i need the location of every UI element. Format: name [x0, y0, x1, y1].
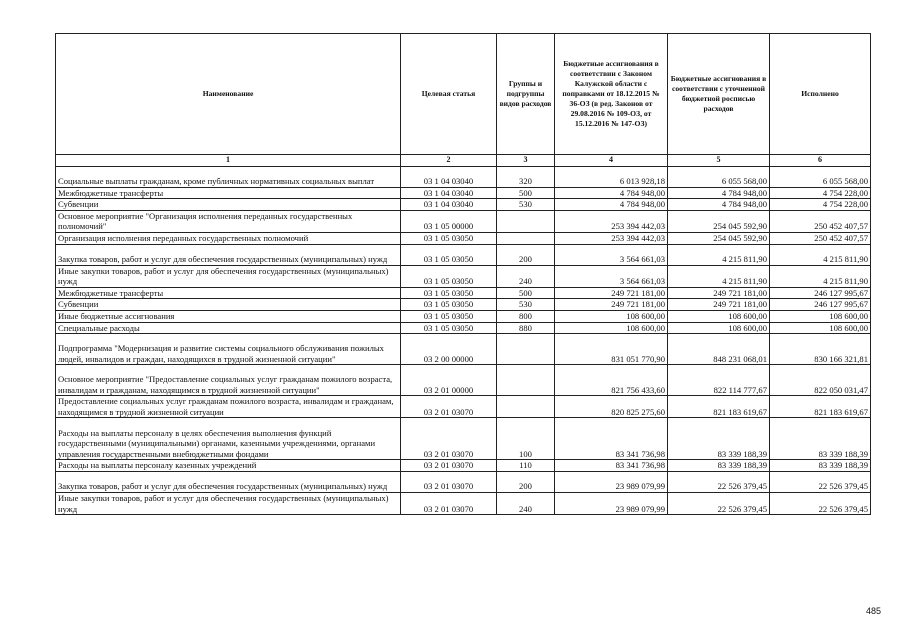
table-row	[56, 187, 871, 199]
cell-law: 83 341 736,98	[555, 418, 668, 460]
column-number: 6	[770, 155, 871, 167]
cell-schedule: 83 339 188,39	[668, 460, 770, 472]
cell-group: 240	[497, 492, 555, 514]
cell-schedule: 822 114 777,67	[668, 365, 770, 396]
cell-law: 108 600,00	[555, 310, 668, 322]
cell-code: 03 1 05 00000	[401, 210, 497, 232]
cell-name: Расходы на выплаты персоналу казенных учреждений	[56, 460, 401, 472]
cell-name: Основное мероприятие "Организация исполнения переданных государственных полномочий"	[56, 210, 401, 232]
table-row	[56, 365, 871, 396]
table-row	[56, 210, 871, 232]
cell-group: 500	[497, 287, 555, 299]
cell-group: 800	[497, 310, 555, 322]
cell-law: 821 756 433,60	[555, 365, 668, 396]
cell-group: 530	[497, 299, 555, 311]
table-row	[56, 418, 871, 460]
cell-law: 3 564 661,03	[555, 265, 668, 287]
cell-code: 03 1 04 03040	[401, 199, 497, 211]
cell-group: 880	[497, 322, 555, 334]
cell-schedule: 254 045 592,90	[668, 232, 770, 244]
cell-group: 100	[497, 418, 555, 460]
cell-code: 03 2 01 03070	[401, 418, 497, 460]
page-number: 485	[865, 606, 881, 616]
cell-schedule: 821 183 619,67	[668, 396, 770, 418]
cell-group: 240	[497, 265, 555, 287]
cell-code: 03 1 04 03040	[401, 166, 497, 187]
cell-law: 3 564 661,03	[555, 244, 668, 265]
header-law: Бюджетные ассигнования в соответствии с Законом Калужской области с поправками от 18.12.2015 № 36-ОЗ (в ред. Законов от 29.08.2016 № 109-ОЗ, от 15.12.2016 № 147-ОЗ)	[555, 34, 668, 155]
cell-executed: 246 127 995,67	[770, 287, 871, 299]
cell-schedule: 848 231 068,01	[668, 334, 770, 365]
table-row	[56, 166, 871, 187]
table-row	[56, 471, 871, 492]
cell-executed: 83 339 188,39	[770, 418, 871, 460]
cell-name: Иные закупки товаров, работ и услуг для обеспечения государственных (муниципальных) нужд	[56, 492, 401, 514]
cell-code: 03 2 01 03070	[401, 492, 497, 514]
header-target: Целевая статья	[401, 34, 497, 155]
header-name: Наименование	[56, 34, 401, 155]
table-row	[56, 299, 871, 311]
cell-schedule: 249 721 181,00	[668, 299, 770, 311]
cell-name: Субвенции	[56, 299, 401, 311]
budget-table	[55, 33, 871, 515]
cell-group	[497, 210, 555, 232]
table-row	[56, 265, 871, 287]
table-row	[56, 199, 871, 211]
cell-executed: 4 754 228,00	[770, 199, 871, 211]
cell-law: 249 721 181,00	[555, 287, 668, 299]
column-number: 3	[497, 155, 555, 167]
cell-schedule: 6 055 568,00	[668, 166, 770, 187]
cell-name: Закупка товаров, работ и услуг для обеспечения государственных (муниципальных) нужд	[56, 471, 401, 492]
cell-name: Основное мероприятие "Предоставление социальных услуг гражданам пожилого возраста, инвалидам и гражданам, находящимся в трудной жизненной ситуации"	[56, 365, 401, 396]
cell-group: 500	[497, 187, 555, 199]
cell-name: Специальные расходы	[56, 322, 401, 334]
cell-group: 320	[497, 166, 555, 187]
cell-schedule: 4 215 811,90	[668, 265, 770, 287]
cell-law: 108 600,00	[555, 322, 668, 334]
cell-law: 249 721 181,00	[555, 299, 668, 311]
cell-law: 253 394 442,03	[555, 232, 668, 244]
cell-schedule: 4 215 811,90	[668, 244, 770, 265]
table-row	[56, 460, 871, 472]
cell-schedule: 4 784 948,00	[668, 187, 770, 199]
cell-executed: 250 452 407,57	[770, 210, 871, 232]
cell-executed: 4 754 228,00	[770, 187, 871, 199]
cell-code: 03 1 04 03040	[401, 187, 497, 199]
cell-executed: 4 215 811,90	[770, 265, 871, 287]
cell-name: Субвенции	[56, 199, 401, 211]
header-row	[56, 34, 871, 155]
cell-law: 253 394 442,03	[555, 210, 668, 232]
cell-law: 6 013 928,18	[555, 166, 668, 187]
cell-executed: 108 600,00	[770, 310, 871, 322]
cell-law: 4 784 948,00	[555, 199, 668, 211]
column-number-row	[56, 155, 871, 167]
cell-group: 530	[497, 199, 555, 211]
cell-group	[497, 365, 555, 396]
table-row	[56, 287, 871, 299]
cell-schedule: 108 600,00	[668, 310, 770, 322]
table-row	[56, 334, 871, 365]
cell-name: Иные бюджетные ассигнования	[56, 310, 401, 322]
cell-code: 03 2 00 00000	[401, 334, 497, 365]
cell-name: Социальные выплаты гражданам, кроме публичных нормативных социальных выплат	[56, 166, 401, 187]
cell-group	[497, 232, 555, 244]
cell-code: 03 1 05 03050	[401, 244, 497, 265]
table-row	[56, 492, 871, 514]
cell-group: 110	[497, 460, 555, 472]
cell-name: Межбюджетные трансферты	[56, 187, 401, 199]
table-row	[56, 232, 871, 244]
column-number: 5	[668, 155, 770, 167]
cell-name: Закупка товаров, работ и услуг для обеспечения государственных (муниципальных) нужд	[56, 244, 401, 265]
cell-executed: 4 215 811,90	[770, 244, 871, 265]
cell-name: Подпрограмма "Модернизация и развитие системы социального обслуживания пожилых людей, инвалидов и граждан, находящихся в трудной жизненной ситуации"	[56, 334, 401, 365]
cell-law: 831 051 770,90	[555, 334, 668, 365]
cell-schedule: 22 526 379,45	[668, 492, 770, 514]
cell-executed: 822 050 031,47	[770, 365, 871, 396]
column-number: 1	[56, 155, 401, 167]
cell-executed: 830 166 321,81	[770, 334, 871, 365]
cell-schedule: 4 784 948,00	[668, 199, 770, 211]
cell-schedule: 254 045 592,90	[668, 210, 770, 232]
cell-executed: 821 183 619,67	[770, 396, 871, 418]
cell-executed: 22 526 379,45	[770, 492, 871, 514]
cell-executed: 246 127 995,67	[770, 299, 871, 311]
cell-group	[497, 334, 555, 365]
cell-code: 03 1 05 03050	[401, 299, 497, 311]
cell-law: 820 825 275,60	[555, 396, 668, 418]
header-groups: Группы и подгруппы видов расходов	[497, 34, 555, 155]
cell-code: 03 2 01 03070	[401, 471, 497, 492]
table-row	[56, 244, 871, 265]
cell-law: 83 341 736,98	[555, 460, 668, 472]
cell-group	[497, 396, 555, 418]
table-row	[56, 310, 871, 322]
cell-executed: 22 526 379,45	[770, 471, 871, 492]
cell-group: 200	[497, 244, 555, 265]
cell-law: 4 784 948,00	[555, 187, 668, 199]
cell-code: 03 2 01 00000	[401, 365, 497, 396]
cell-schedule: 83 339 188,39	[668, 418, 770, 460]
cell-code: 03 1 05 03050	[401, 265, 497, 287]
column-number: 2	[401, 155, 497, 167]
cell-name: Организация исполнения переданных государственных полномочий	[56, 232, 401, 244]
header-executed: Исполнено	[770, 34, 871, 155]
column-number: 4	[555, 155, 668, 167]
cell-executed: 108 600,00	[770, 322, 871, 334]
header-schedule: Бюджетные ассигнования в соответствии с уточненной бюджетной росписью расходов	[668, 34, 770, 155]
cell-law: 23 989 079,99	[555, 471, 668, 492]
cell-group: 200	[497, 471, 555, 492]
cell-executed: 250 452 407,57	[770, 232, 871, 244]
cell-schedule: 22 526 379,45	[668, 471, 770, 492]
cell-code: 03 1 05 03050	[401, 322, 497, 334]
cell-executed: 83 339 188,39	[770, 460, 871, 472]
cell-schedule: 249 721 181,00	[668, 287, 770, 299]
cell-code: 03 2 01 03070	[401, 396, 497, 418]
cell-name: Иные закупки товаров, работ и услуг для обеспечения государственных (муниципальных) нужд	[56, 265, 401, 287]
table-row	[56, 396, 871, 418]
table-row	[56, 322, 871, 334]
cell-name: Предоставление социальных услуг гражданам пожилого возраста, инвалидам и гражданам, находящимся в трудной жизненной ситуации	[56, 396, 401, 418]
cell-schedule: 108 600,00	[668, 322, 770, 334]
cell-name: Межбюджетные трансферты	[56, 287, 401, 299]
cell-executed: 6 055 568,00	[770, 166, 871, 187]
cell-name: Расходы на выплаты персоналу в целях обеспечения выполнения функций государственными (муниципальными) органами, казенными учреждениями, органами управления государственными внебюджетными фондами	[56, 418, 401, 460]
cell-code: 03 1 05 03050	[401, 310, 497, 322]
cell-code: 03 1 05 03050	[401, 232, 497, 244]
cell-code: 03 1 05 03050	[401, 287, 497, 299]
cell-law: 23 989 079,99	[555, 492, 668, 514]
cell-code: 03 2 01 03070	[401, 460, 497, 472]
